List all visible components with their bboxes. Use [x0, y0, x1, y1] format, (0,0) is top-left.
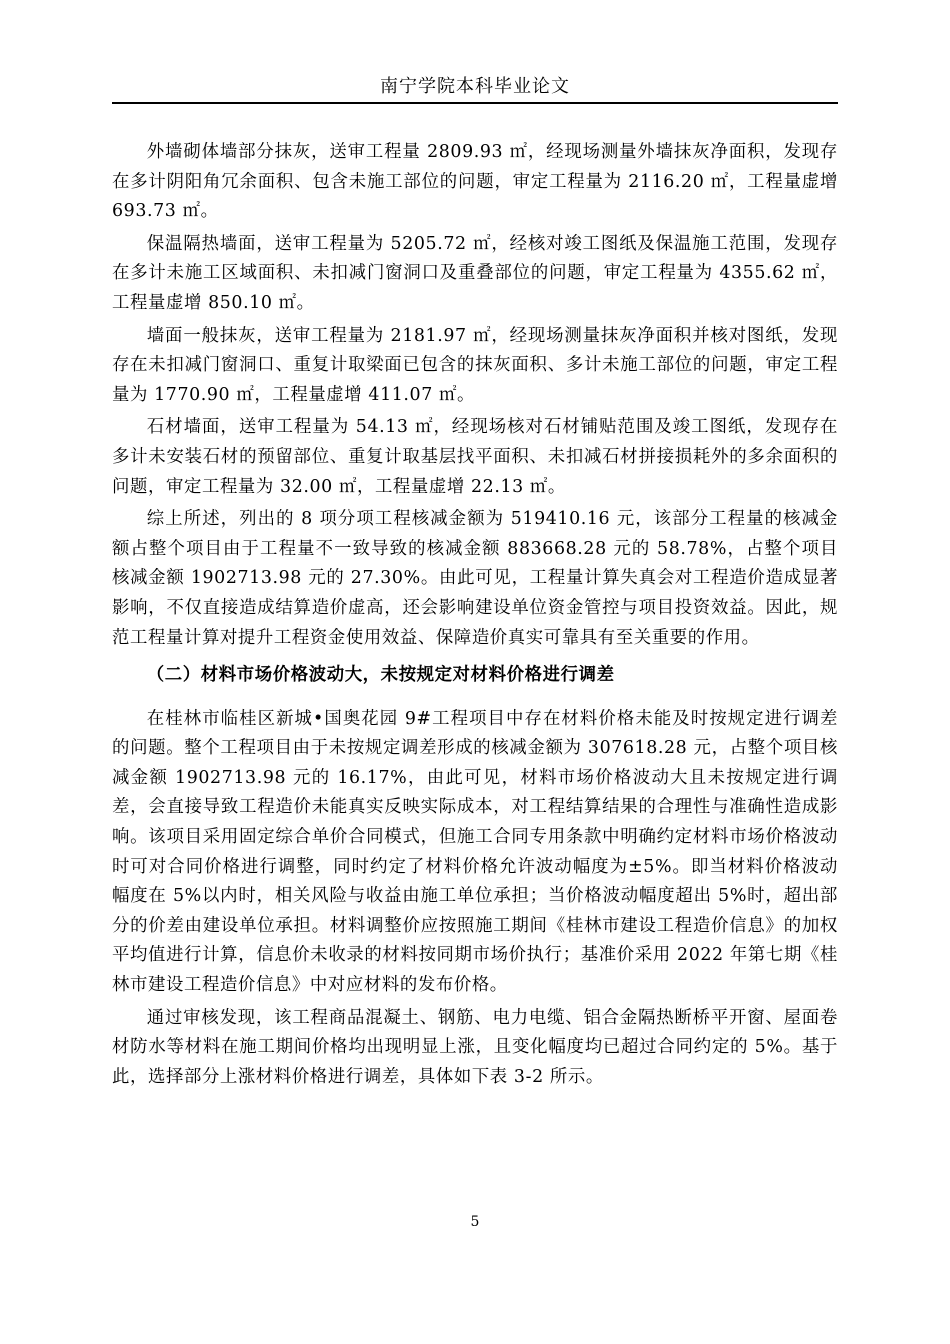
- running-header: 南宁学院本科毕业论文: [380, 76, 570, 97]
- page-body: [112, 138, 838, 1095]
- paragraph-stone-wall: 石材墙面，送审工程量为 54.13 ㎡，经现场核对石材铺贴范围及竣工图纸，发现存在多计未安装石材的预留部位、重复计取基层找平面积、未扣减石材拼接损耗外的多余面积的问题，审定工程量为 32.00 ㎡，工程量虚增 22.13 ㎡。: [112, 417, 838, 497]
- page-number: 5: [470, 1214, 480, 1230]
- header-rule: [112, 102, 838, 104]
- section-heading: （二）材料市场价格波动大，未按规定对材料价格进行调差: [146, 665, 615, 686]
- paragraph-material-price-issue: 在桂林市临桂区新城•国奥花园 9#工程项目中存在材料价格未能及时按规定进行调差的问题。整个工程项目由于未按规定调差形成的核减金额为 307618.28 元，占整个项目核减金额 1902713.98 元的 16.17%，由此可见，材料市场价格波动大且未按规定进行调差，会直接导致工程造价未能真实反映实际成本，对工程结算结果的合理性与准确性造成影响。该项目采用固定综合单价合同模式，但施工合同专用条款中明确约定材料市场价格波动时可对合同价格进行调整，同时约定了材料价格允许波动幅度为±5%。即当材料价格波动幅度在 5%以内时，相关风险与收益由施工单位承担；当价格波动幅度超出 5%时，超出部分的价差由建设单位承担。材料调整价应按照施工期间《桂林市建设工程造价信息》的加权平均值进行计算，信息价未收录的材料按同期市场价执行；基准价采用 2022 年第七期《桂林市建设工程造价信息》中对应材料的发布价格。: [112, 708, 838, 996]
- paragraph-exterior-wall-plaster: 外墙砌体墙部分抹灰，送审工程量 2809.93 ㎡，经现场测量外墙抹灰净面积，发现存在多计阴阳角冗余面积、包含未施工部位的问题，审定工程量为 2116.20 ㎡，工程量虚增 693.73 ㎡。: [112, 142, 838, 222]
- paragraph-summary: 综上所述，列出的 8 项分项工程核减金额为 519410.16 元，该部分工程量的核减金额占整个项目由于工程量不一致导致的核减金额 883668.28 元的 58.78%，占整个项目核减金额 1902713.98 元的 27.30%。由此可见，工程量计算失真会对工程造价造成显著影响，不仅直接造成结算造价虚高，还会影响建设单位资金管控与项目投资效益。因此，规范工程量计算对提升工程资金使用效益、保障造价真实可靠具有至关重要的作用。: [112, 509, 838, 648]
- paragraph-general-plaster: 墙面一般抹灰，送审工程量为 2181.97 ㎡，经现场测量抹灰净面积并核对图纸，发现存在未扣减门窗洞口、重复计取梁面已包含的抹灰面积、多计未施工部位的问题，审定工程量为 1770.90 ㎡，工程量虚增 411.07 ㎡。: [112, 325, 838, 405]
- paragraph-insulation-wall: 保温隔热墙面，送审工程量为 5205.72 ㎡，经核对竣工图纸及保温施工范围，发现存在多计未施工区域面积、未扣减门窗洞口及重叠部位的问题，审定工程量为 4355.62 ㎡，工程量虚增 850.10 ㎡。: [112, 233, 838, 313]
- paragraph-audit-findings: 通过审核发现，该工程商品混凝土、钢筋、电力电缆、铝合金隔热断桥平开窗、屋面卷材防水等材料在施工期间价格均出现明显上涨，且变化幅度均已超过合同约定的 5%。基于此，选择部分上涨材料价格进行调差，具体如下表 3-2 所示。: [112, 1007, 838, 1087]
